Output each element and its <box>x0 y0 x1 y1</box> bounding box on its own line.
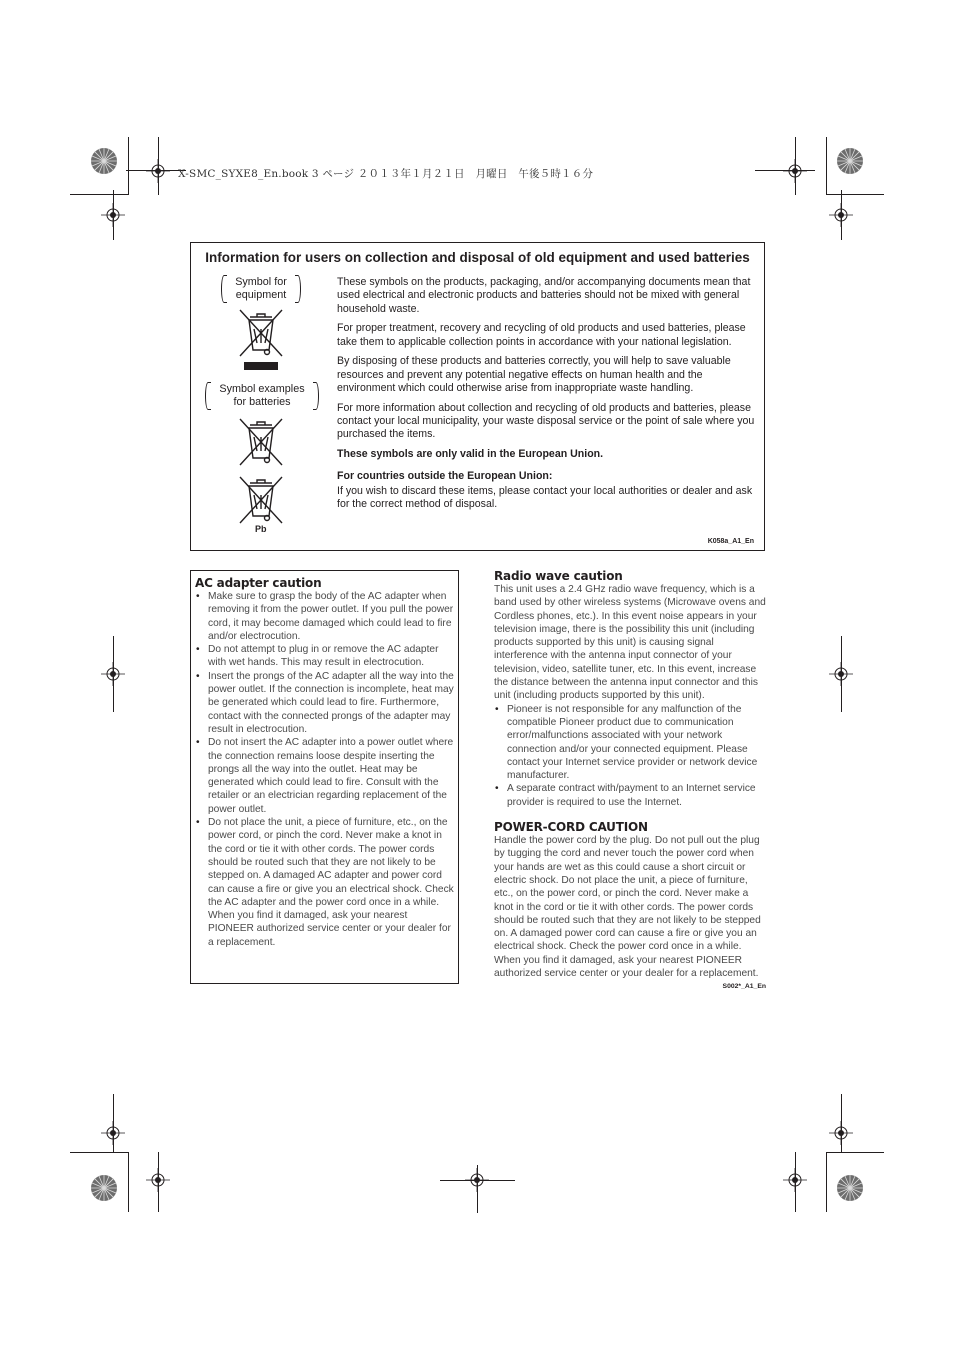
symbol-batteries-label: Symbol examples for batteries <box>215 383 309 409</box>
crop-line <box>70 194 128 195</box>
crop-line <box>113 1094 114 1152</box>
ac-adapter-title: AC adapter caution <box>195 576 322 590</box>
lead-symbol-label: Pb <box>255 524 267 534</box>
crop-line <box>70 1152 128 1153</box>
radio-wave-bullets <box>494 703 766 809</box>
radio-wave-text: This unit uses a 2.4 GHz radio wave frequency, which is a band used by other wireless systems (Microwave ovens and Cordless phones, etc.). In this event noise appears in your television image, there is the possibility this unit (including products supported by this unit) is causing signal interference with the antenna input connector of your television, video, satellite tuner, etc. In this event, increase the distance between the antenna input connector and this unit (including products supported by this unit). <box>494 584 766 702</box>
list-item: • Do not attempt to plug in or remove the AC adapter with wet hands. This may result in electrocution. <box>195 643 454 670</box>
crop-line <box>158 1152 159 1212</box>
crop-line <box>826 1152 884 1153</box>
power-cord-code: S002*_A1_En <box>722 983 766 991</box>
ac-adapter-bullets <box>195 590 454 949</box>
weee-paragraph: These symbols on the products, packaging, and/or accompanying documents mean that used electrical and electronic products and batteries should not be mixed with general household waste. <box>337 276 751 315</box>
crop-line <box>126 170 186 171</box>
crossed-out-battery-bin-icon <box>237 417 285 467</box>
weee-outside-eu-text: If you wish to discard these items, please contact your local authorities or dealer and ask for the correct method of disposal. <box>337 484 753 511</box>
crop-line <box>826 194 884 195</box>
crop-line <box>477 1165 478 1213</box>
crop-line <box>795 137 796 195</box>
color-rosette-icon <box>836 147 864 175</box>
radio-wave-title: Radio wave caution <box>494 569 623 583</box>
crop-line <box>841 636 842 712</box>
color-rosette-icon <box>836 1174 864 1202</box>
weee-paragraph: By disposing of these products and batteries correctly, you will help to save valuable resources and prevent any potential negative effects on human health and the environment which could otherwise arise from inappropriate waste handling. <box>337 355 731 395</box>
list-item: • Do not place the unit, a piece of furniture, etc., on the power cord, or pinch the cord. Never make a knot in the cord or tie it with other cords. The power cords should be routed such that they are not likely to be stepped on. A damaged AC adapter and power cord can cause a fire or give you an electrical shock. Check the AC adapter and the power cord once in a while. When you find it damaged, ask your nearest PIONEER authorized service center or your dealer for a replacement. <box>195 816 454 949</box>
power-cord-title: POWER-CORD CAUTION <box>494 820 648 835</box>
color-rosette-icon <box>90 147 118 175</box>
list-item: • A separate contract with/payment to an Internet service provider is required to use the Internet. <box>494 782 766 809</box>
weee-paragraph: For more information about collection and recycling of old products and batteries, please contact your local municipality, your waste disposal service or the point of sale where you purchased the items. <box>337 401 755 441</box>
crop-line <box>795 1152 796 1212</box>
crop-line <box>128 137 129 195</box>
crop-line <box>755 170 815 171</box>
list-item: • Insert the prongs of the AC adapter all the way into the power outlet. If the connection is incomplete, heat may be generated which could lead to fire. Furthermore, contact with the connected prongs of the adapter may result in electrocution. <box>195 670 454 736</box>
color-rosette-icon <box>90 1174 118 1202</box>
ac-adapter-caution-box <box>190 570 459 984</box>
crop-line <box>826 137 827 195</box>
list-item: • Make sure to grasp the body of the AC adapter when removing it from the power outlet. If you pull the power cord, it may become damaged which could lead to fire and/or electrocution. <box>195 590 454 643</box>
weee-title: Information for users on collection and disposal of old equipment and used batteries <box>205 250 750 265</box>
right-column <box>494 569 766 990</box>
weee-outside-eu-title: For countries outside the European Union: <box>337 469 553 482</box>
crossed-out-lead-battery-bin-icon <box>237 475 285 525</box>
list-item: • Pioneer is not responsible for any malfunction of the compatible Pioneer product due to communication error/malfunctions associated with your network connection and/or your connected equipment. Please contact your Internet service provider or network device manufacturer. <box>494 703 766 783</box>
crop-line <box>826 1152 827 1212</box>
print-header-line: X-SMC_SYXE8_En.book 3 ページ ２０１３年１月２１日 月曜日 午後５時１６分 <box>178 168 594 180</box>
crop-line <box>113 190 114 240</box>
weee-info-box <box>190 242 765 551</box>
weee-eu-only: These symbols are only valid in the European Union. <box>337 448 604 461</box>
list-item: • Do not insert the AC adapter into a power outlet where the connection remains loose despite inserting the prongs all the way into the outlet. Heat may be generated which could lead to fire. Consult with the retailer or an electrician regarding replacement of the power outlet. <box>195 736 454 816</box>
weee-code: K058a_A1_En <box>707 538 754 545</box>
crop-line <box>113 636 114 712</box>
crop-line <box>841 1094 842 1152</box>
crop-line <box>841 190 842 240</box>
crop-line <box>128 1152 129 1212</box>
crop-line <box>158 137 159 195</box>
weee-text <box>337 276 757 518</box>
crossed-out-wheelie-bin-icon <box>237 307 285 371</box>
symbol-equipment-label: Symbol for equipment <box>231 276 291 302</box>
power-cord-text: Handle the power cord by the plug. Do not pull out the plug by tugging the cord and never touch the power cord when your hands are wet as this could cause a short circuit or electric shock. Do not place the unit, a piece of furniture, etc., on the power cord, or pinch the cord. Never make a knot in the cord or tie it with other cords. The power cords should be routed such that they are not likely to be stepped on. A damaged power cord can cause a fire or give you an electrical shock. Check the power cord once in a while. When you find it damaged, ask your nearest PIONEER authorized service center or your dealer for a replacement. <box>494 835 761 980</box>
weee-paragraph: For proper treatment, recovery and recycling of old products and used batteries, please take them to applicable collection points in accordance with your national legislation. <box>337 322 746 348</box>
